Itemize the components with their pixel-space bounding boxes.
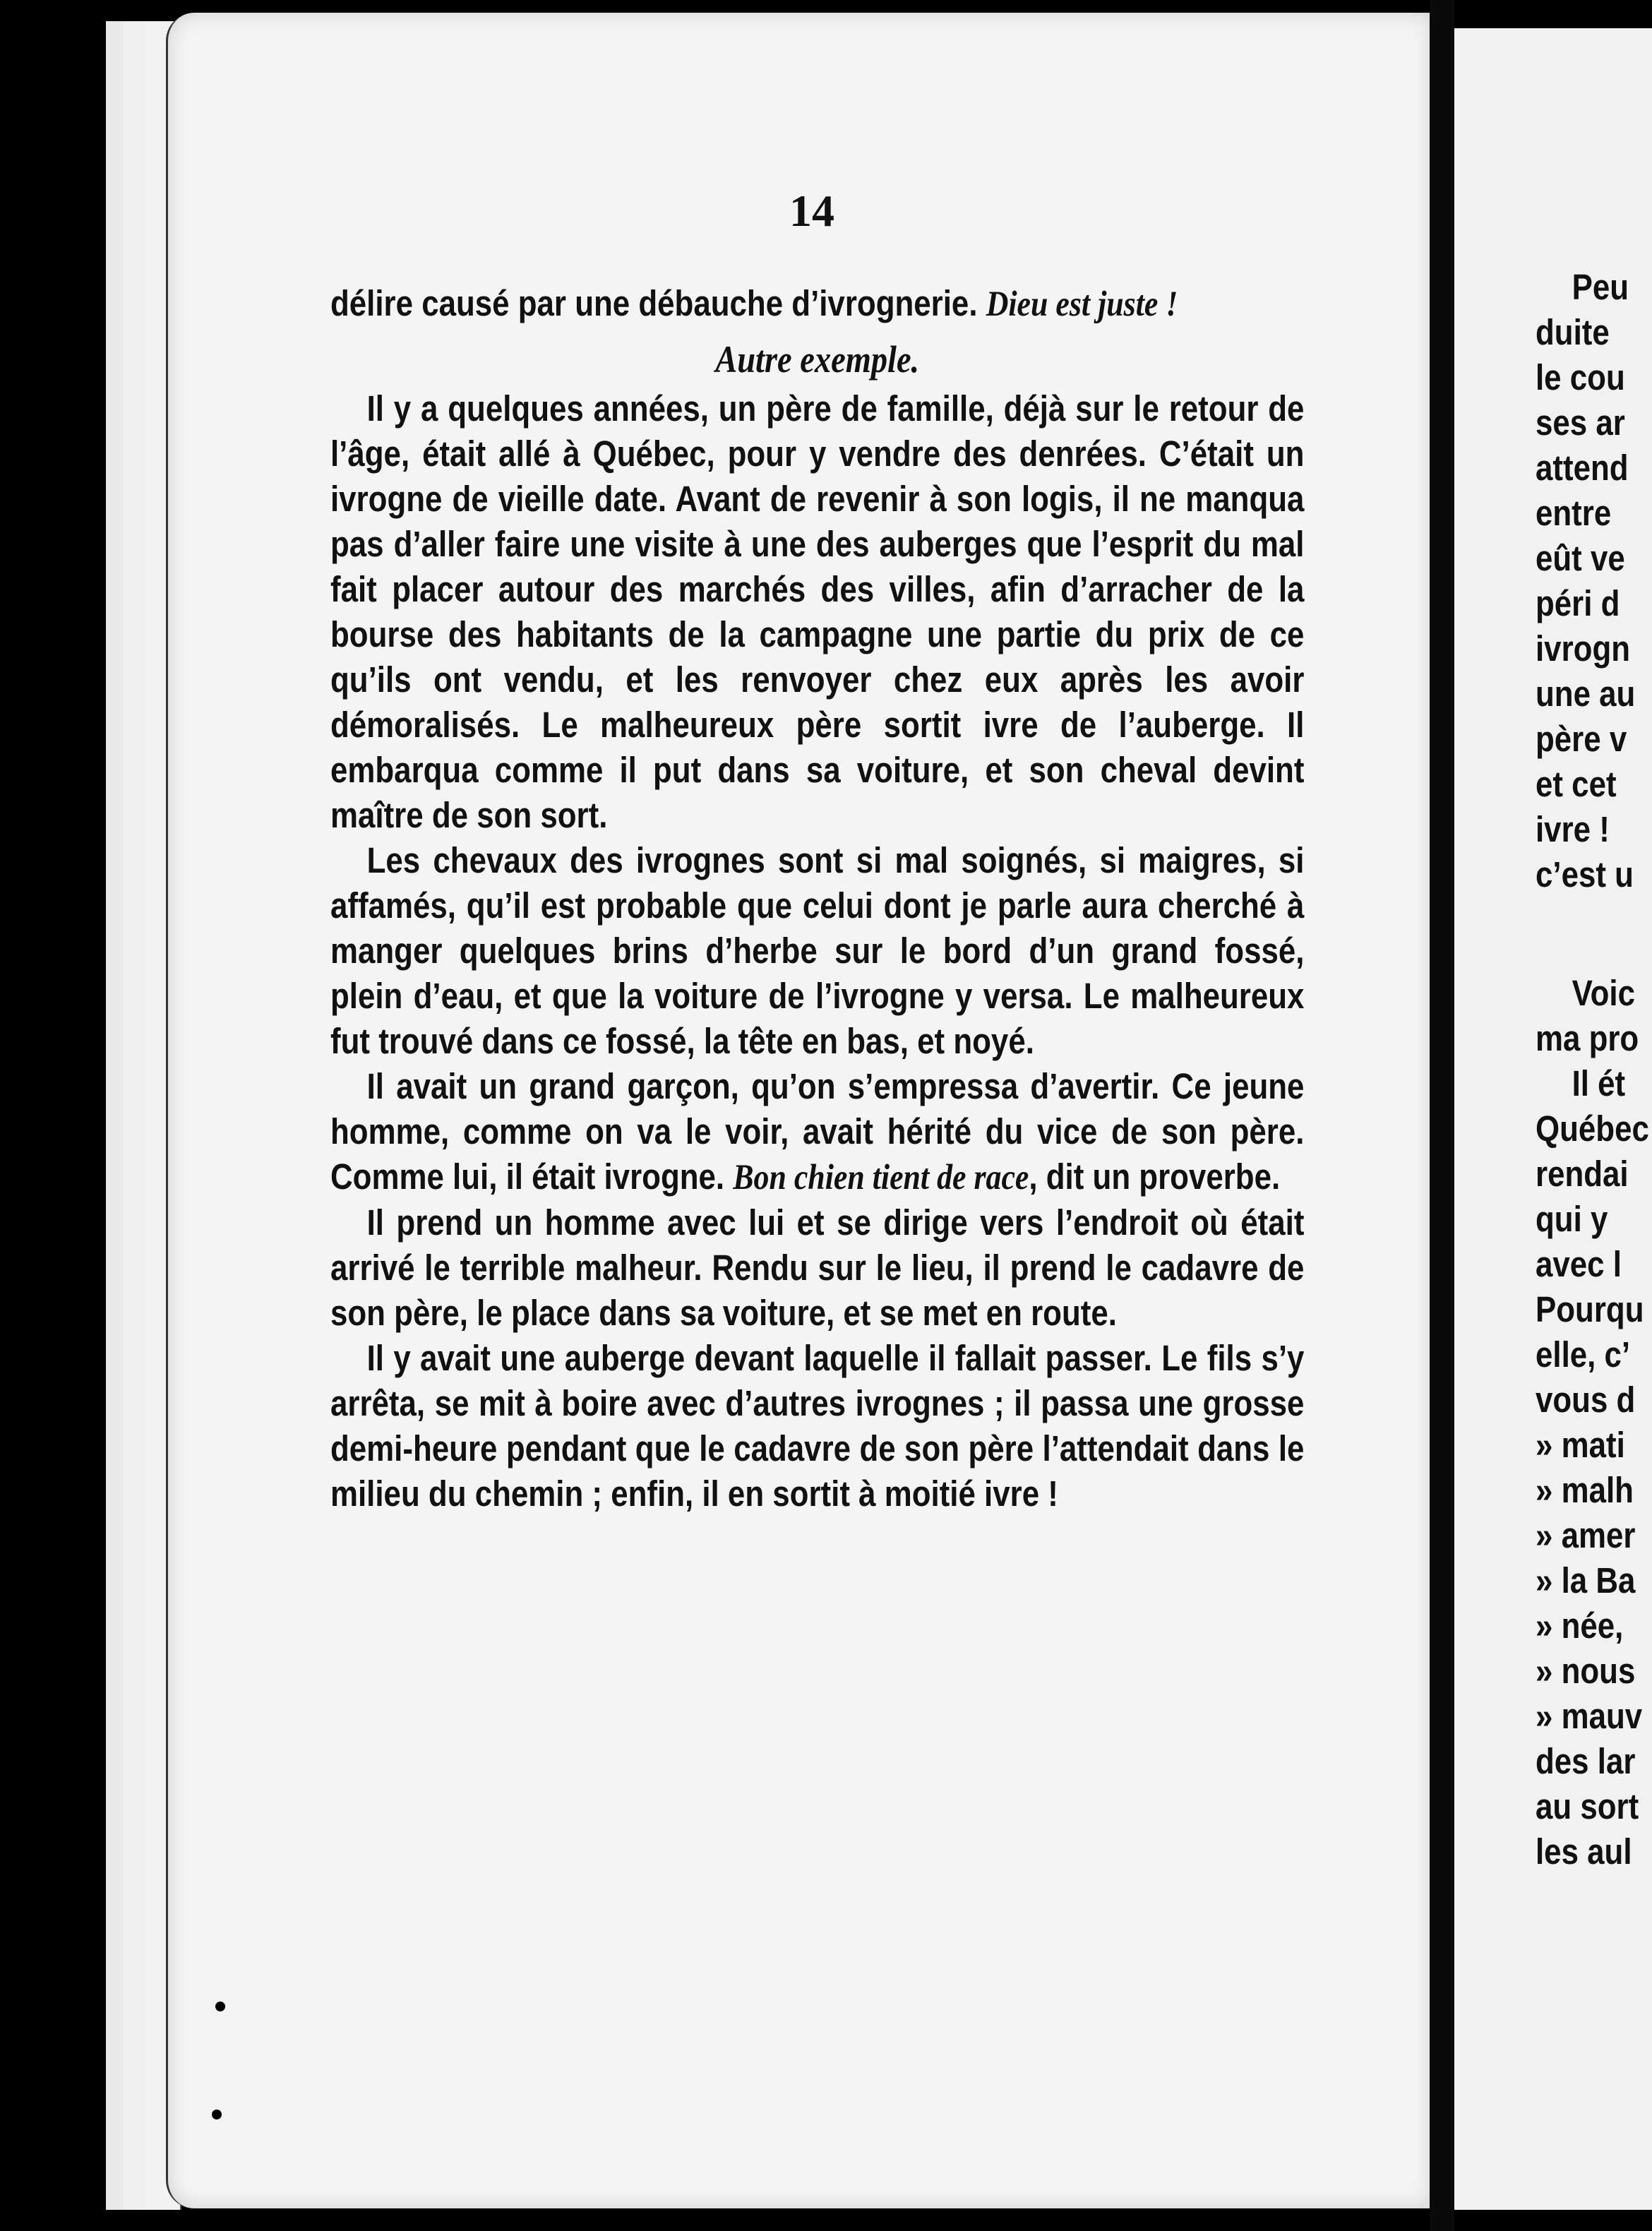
fragment-line: attend — [1536, 448, 1629, 488]
paragraph: Il y avait une auberge devant laquelle il fallait passer. Le fils s’y arrêta, se mit à boire avec d’autres ivrognes ; il passa une grosse demi-heure pendant que le cadavre de son père l’attendait dans le milieu du chemin ; enfin, il en sortit à moitié ivre ! — [330, 1338, 1305, 1514]
opening-text: délire causé par une débauche d’ivrognerie. — [330, 283, 986, 323]
fragment-line: père v — [1536, 719, 1627, 759]
fragment-line: les aul — [1536, 1831, 1632, 1872]
fragment-line: des lar — [1536, 1741, 1636, 1781]
fragment-line: » née, — [1536, 1605, 1624, 1646]
fragment-line: rendai — [1536, 1154, 1629, 1194]
paragraph — [330, 1064, 1304, 1200]
fragment-line: Pourqu — [1536, 1289, 1644, 1329]
opening-emphasis: Dieu est juste ! — [986, 285, 1178, 324]
book-gutter — [1430, 0, 1454, 2231]
fragment-line: au sort — [1536, 1786, 1639, 1826]
fragment-line: ivrogn — [1536, 628, 1631, 669]
paragraph: Les chevaux des ivrognes sont si mal soignés, si maigres, si affamés, qu’il est probable que celui dont je parle aura cherché à manger quelques brins d’herbe sur le bord d’un grand fossé, plein d’eau, et que la voiture de l’ivrogne y versa. Le malheureux fut trouvé dans ce fossé, la tête en bas, et noyé. — [330, 840, 1305, 1061]
paragraph: Il prend un homme avec lui et se dirige vers l’endroit où était arrivé le terrible malheur. Rendu sur le lieu, il prend le cadavre de son père, le place dans sa voiture, et se met en route. — [330, 1202, 1305, 1333]
fragment-line: avec l — [1536, 1244, 1622, 1284]
fragment-line: vous d — [1536, 1380, 1636, 1420]
fragment-line: duite — [1536, 312, 1610, 352]
fragment-line: elle, c’ — [1536, 1334, 1631, 1375]
fragment-line: et cet — [1536, 764, 1617, 804]
proverb: Bon chien tient de race — [733, 1158, 1029, 1197]
fragment-line: Québec — [1536, 1108, 1649, 1149]
fragment-line: ma pro — [1536, 1018, 1639, 1058]
paragraph-text: , dit un proverbe. — [1029, 1156, 1281, 1197]
fragment-line: » la Ba — [1536, 1560, 1636, 1601]
fragment-line: péri d — [1536, 583, 1620, 623]
fragment-line: Peu — [1572, 267, 1629, 307]
paragraph-text: Il avait un grand garçon, qu’on s’empressa d’avertir. Ce jeune homme, comme on va le voir, avait hérité du vice de son père. Comme lui, il était ivrogne. — [330, 1066, 1305, 1197]
fragment-line: ses ar — [1536, 402, 1625, 443]
opening-paragraph — [330, 281, 1304, 327]
paragraph: Il y a quelques années, un père de famille, déjà sur le retour de l’âge, était allé à Québec, pour y vendre des denrées. C’était un ivrogne de vieille date. Avant de revenir à son logis, il ne manqua pas d’aller faire une visite à une des auberges que l’esprit du mal fait placer autour des marchés des villes, afin d’arracher de la bourse des habitants de la campagne une partie du prix de ce qu’ils ont vendu, et les renvoyer chez eux après les avoir démoralisés. Le malheureux père sortit ivre de l’auberge. Il embarqua comme il put dans sa voiture, et son cheval devint maître de son sort. — [330, 388, 1305, 835]
fragment-line: » malh — [1536, 1470, 1634, 1510]
left-page-text — [330, 281, 1304, 1517]
spacer — [1536, 897, 1652, 971]
fragment-line: c’est u — [1536, 854, 1634, 895]
fragment-line: ivre ! — [1536, 809, 1610, 849]
ink-speck — [212, 2110, 222, 2119]
fragment-line: qui y — [1536, 1199, 1608, 1239]
fragment-line: le cou — [1536, 357, 1625, 397]
section-heading: Autre exemple. — [715, 338, 920, 381]
fragment-line: » nous — [1536, 1651, 1636, 1691]
right-page-text — [1536, 265, 1652, 1874]
fragment-line: Voic — [1572, 973, 1635, 1013]
page-number: 14 — [789, 186, 834, 236]
ink-speck — [215, 2002, 225, 2011]
fragment-line: » mati — [1536, 1425, 1625, 1465]
fragment-line: Il ét — [1572, 1063, 1626, 1103]
fragment-line: » mauv — [1536, 1696, 1643, 1736]
fragment-line: eût ve — [1536, 538, 1625, 578]
fragment-line: » amer — [1536, 1515, 1636, 1555]
fragment-line: une au — [1536, 674, 1636, 714]
fragment-line: entre — [1536, 493, 1612, 533]
